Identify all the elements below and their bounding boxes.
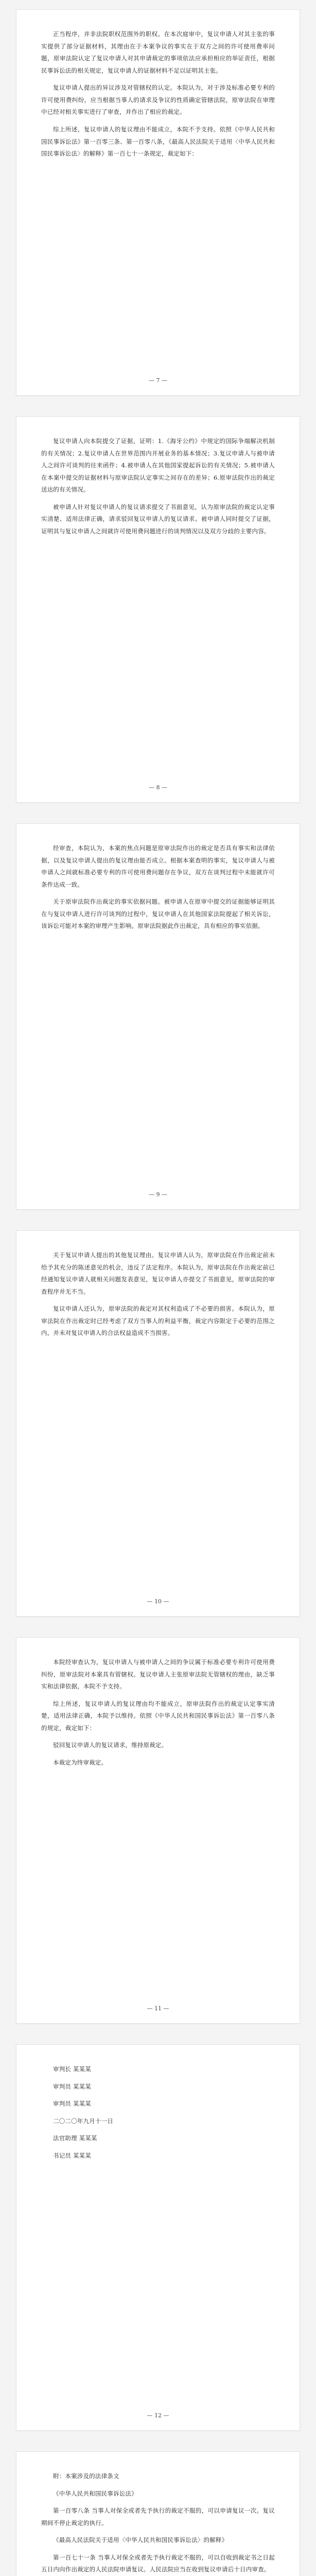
paragraph: 复议申请人提出的异议涉及对管辖权的认定。本院认为，对于涉及标准必要专利的许可使用费纠纷，应当根据当事人的请求及争议的性质确定管辖法院，原审法院在审理中已经对相关事实进行了审查，并作出了相应的裁定。 <box>41 84 275 116</box>
page-footer <box>16 377 300 384</box>
paragraph: 复议申请人还认为，原审法院的裁定对其权利造成了不必要的损害。本院认为，原审法院在作出裁定时已经考虑了双方当事人的利益平衡，裁定内容限定于必要的范围之内，并未对复议申请人的合法权益造成不当损害。 <box>41 1305 275 1337</box>
paragraph: 综上所述，复议申请人的复议理由不能成立，本院不予支持。依照《中华人民共和国民事诉讼法》第一百零三条、第一百零八条，《最高人民法院关于适用〈中华人民共和国民事诉讼法〉的解释》第一百七十一条规定，裁定如下： <box>41 125 275 158</box>
paragraph: 关于复议申请人提出的其他复议理由。复议申请人认为，原审法院在作出裁定前未给予其充分的陈述意见的机会，违反了法定程序。本院认为，原审法院在作出裁定前已经通知复议申请人就相关问题发表意见，复议申请人亦提交了书面意见，原审法院的审查程序并无不当。 <box>41 1251 275 1295</box>
page <box>16 2044 300 2431</box>
paragraph: 附：本案涉及的法律条文 <box>53 2472 119 2480</box>
page-body <box>41 842 275 933</box>
paragraph: 法官助理 某某某 <box>53 2134 97 2142</box>
paragraph: 书记员 某某某 <box>53 2151 92 2159</box>
page-footer <box>16 1191 300 1198</box>
paragraph: 复议申请人向本院提交了证据，证明：1.《海牙公约》中规定的国际争端解决机制的有关情况；2.复议申请人在世界范围内开展业务的基本情况；3.复议申请人与被申请人之间许可谈判的往来函件；4.被申请人在其他国家提起诉讼的有关情况；5.被申请人在本案中提交的证据材料与原审法院认定事实之间存在的差异；6.原审法院作出的裁定送达的有关情况。 <box>41 437 275 494</box>
paragraph: 经审查，本院认为，本案的焦点问题是原审法院作出的裁定是否具有事实和法律依据，以及复议申请人提出的复议理由能否成立。根据本案查明的事实，复议申请人与被申请人之间就标准必要专利的许可使用费问题存在争议，双方在谈判过程中未能就许可条件达成一致。 <box>41 844 275 888</box>
paragraph: 正当程序，并非法院职权范围外的职权。在本次庭审中，复议申请人对其主张的事实提供了部分证据材料，其理由在于本案争议的事实在于双方之间的许可使用费率问题，原审法院认定了复议申请人对其申请裁定的事项依法应承担相应的举证责任，根据民事诉讼法的相关规定，复议申请人的证据材料不足以证明其主张。 <box>41 30 275 74</box>
page-number: — 11 — <box>147 2005 169 2012</box>
paragraph: 关于原审法院作出裁定的事实依据问题。被申请人在原审中提交的证据能够证明其在与复议申请人进行许可谈判的过程中，复议申请人在其他国家法院提起了相关诉讼，该诉讼可能对本案的审理产生影响。原审法院据此作出裁定，具有相应的事实依据。 <box>41 898 275 930</box>
page <box>16 1637 300 2024</box>
page <box>16 416 300 803</box>
paragraph: 审判长 某某某 <box>53 2065 92 2073</box>
page-number: — 10 — <box>147 1598 169 1605</box>
page-body <box>41 2063 275 2162</box>
page-body <box>41 1249 275 1340</box>
paragraph: 审判员 某某某 <box>53 2082 92 2090</box>
page-footer <box>16 2005 300 2012</box>
page <box>16 2451 300 2576</box>
paragraph: 驳回复议申请人的复议请求，维持原裁定。 <box>53 1741 168 1749</box>
paragraph: 审判员 某某某 <box>53 2100 92 2108</box>
page-body <box>41 435 275 538</box>
page-number: — 8 — <box>149 784 167 791</box>
page-footer <box>16 2412 300 2419</box>
paragraph: 本裁定为终审裁定。 <box>53 1758 108 1766</box>
paragraph: 综上所述，复议申请人的复议理由均不能成立，原审法院作出的裁定认定事实清楚，适用法律正确，本院予以维持。依照《中华人民共和国民事诉讼法》第一百零八条的规定，裁定如下： <box>41 1700 275 1732</box>
paragraph: 被申请人针对复议申请人的复议请求提交了书面意见，认为原审法院的裁定认定事实清楚、适用法律正确，请求驳回复议申请人的复议请求。被申请人同时提交了证据，证明其与复议申请人之间就许可使用费问题进行的谈判情况以及双方分歧的主要内容。 <box>41 503 275 535</box>
page-footer <box>16 784 300 791</box>
page-number: — 9 — <box>149 1191 167 1198</box>
page <box>16 9 300 396</box>
page <box>16 823 300 1210</box>
page-number: — 12 — <box>147 2412 169 2419</box>
paragraph: 第一百零八条 当事人对保全或者先予执行的裁定不服的，可以申请复议一次。复议期间不停止裁定的执行。 <box>41 2507 275 2527</box>
page-number: — 7 — <box>149 377 167 384</box>
paragraph: 二〇二〇年九月十一日 <box>53 2117 113 2125</box>
page-footer <box>16 1598 300 1605</box>
page-body <box>41 2470 275 2576</box>
page <box>16 1230 300 1617</box>
paragraph: 《最高人民法院关于适用〈中华人民共和国民事诉讼法〉的解释》 <box>53 2536 228 2544</box>
paragraph: 本院经审查认为，复议申请人与被申请人之间的争议属于标准必要专利许可使用费纠纷，原审法院对本案具有管辖权。复议申请人主张原审法院无管辖权的理由，缺乏事实和法律依据，本院不予支持。 <box>41 1658 275 1690</box>
page-body <box>41 28 275 160</box>
paragraph: 第一百七十一条 当事人对保全或者先予执行裁定不服的，可以自收到裁定书之日起五日内向作出裁定的人民法院申请复议。人民法院应当在收到复议申请后十日内审查。 <box>41 2553 275 2573</box>
page-body <box>41 1656 275 1769</box>
paragraph: 《中华人民共和国民事诉讼法》 <box>53 2489 137 2497</box>
